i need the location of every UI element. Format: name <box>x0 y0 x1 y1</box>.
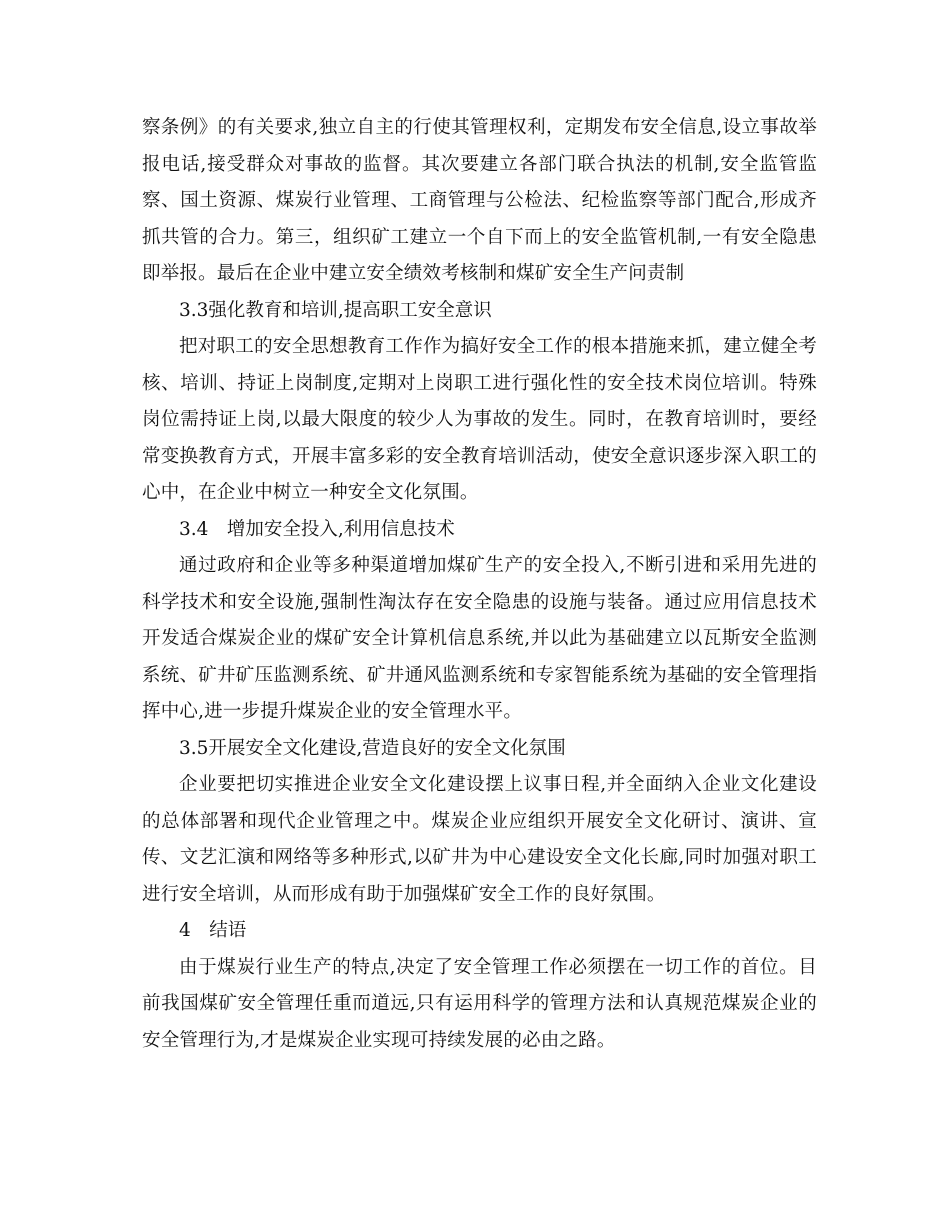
body-paragraph-training: 把对职工的安全思想教育工作作为搞好安全工作的根本措施来抓，建立健全考核、培训、持证上岗制度,定期对上岗职工进行强化性的安全技术岗位培训。特殊岗位需持证上岗,以最大限度的较少人为事故的发生。同时，在教育培训时，要经常变换教育方式，开展丰富多彩的安全教育培训活动，使安全意识逐步深入职工的心中，在企业中树立一种安全文化氛围。 <box>142 336 817 503</box>
body-paragraph-investment: 通过政府和企业等多种渠道增加煤矿生产的安全投入,不断引进和采用先进的科学技术和安全设施,强制性淘汰存在安全隐患的设施与装备。通过应用信息技术开发适合煤炭企业的煤矿安全计算机信息系统,并以此为基础建立以瓦斯安全监测系统、矿井矿压监测系统、矿井通风监测系统和专家智能系统为基础的安全管理指挥中心,进一步提升煤炭企业的安全管理水平。 <box>142 555 817 722</box>
section-heading-3-3: 3.3强化教育和培训,提高职工安全意识 <box>179 299 492 321</box>
body-paragraph-continuation: 察条例》的有关要求,独立自主的行使其管理权利，定期发布安全信息,设立事故举报电话,接受群众对事故的监督。其次要建立各部门联合执法的机制,安全监管监察、国土资源、煤炭行业管理、工商管理与公检法、纪检监察等部门配合,形成齐抓共管的合力。第三，组织矿工建立一个自下而上的安全监管机制,一有安全隐患即举报。最后在企业中建立安全绩效考核制和煤矿安全生产问责制 <box>142 117 817 284</box>
body-paragraph-culture: 企业要把切实推进企业安全文化建设摆上议事日程,并全面纳入企业文化建设的总体部署和现代企业管理之中。煤炭企业应组织开展安全文化研讨、演讲、宣传、文艺汇演和网络等多种形式,以矿井为中心建设安全文化长廊,同时加强对职工进行安全培训，从而形成有助于加强煤矿安全工作的良好氛围。 <box>142 774 817 905</box>
document-page <box>142 110 817 1059</box>
section-heading-3-4: 3.4 增加安全投入,利用信息技术 <box>179 518 455 540</box>
section-heading-4: 4 结语 <box>179 920 247 941</box>
body-paragraph-conclusion: 由于煤炭行业生产的特点,决定了安全管理工作必须摆在一切工作的首位。目前我国煤矿安全管理任重而道远,只有运用科学的管理方法和认真规范煤炭企业的安全管理行为,才是煤炭企业实现可持续发展的必由之路。 <box>142 956 817 1051</box>
section-heading-3-5: 3.5开展安全文化建设,营造良好的安全文化氛围 <box>179 737 566 759</box>
